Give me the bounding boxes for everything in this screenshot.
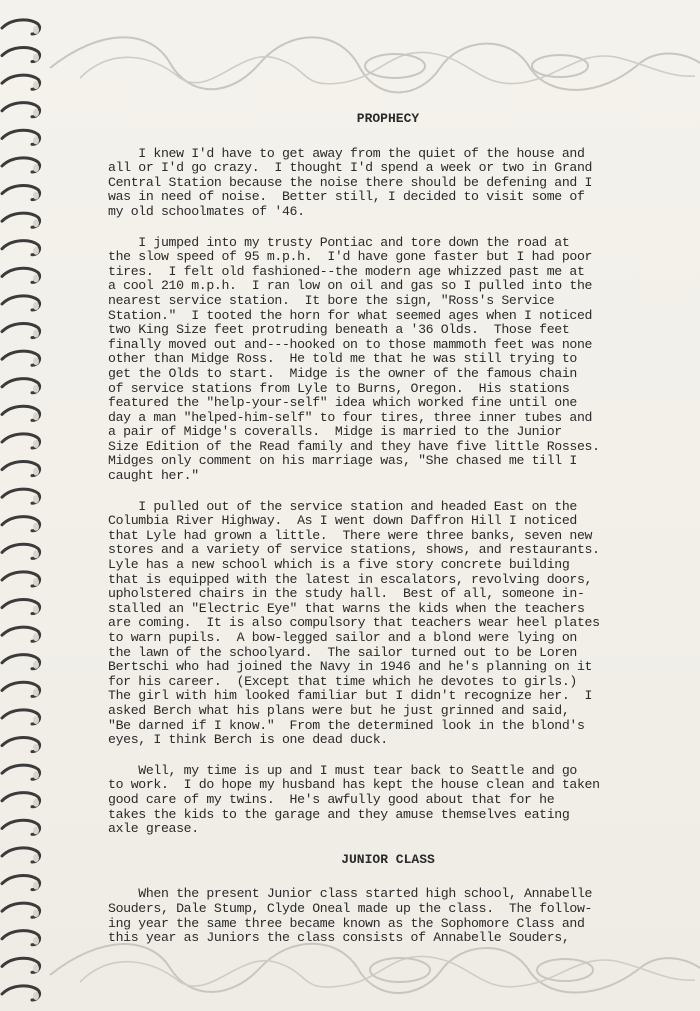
text-line: a cool 210 m.p.h. I ran low on oil and gas so I pulled into the [108,278,593,294]
text-line: Size Edition of the Read family and they have five little Rosses. [108,438,600,454]
junior-class-text [108,887,668,945]
text-line: featured the "help-your-self" idea which worked fine until one [108,395,577,411]
binding-hole [33,606,39,614]
binding-hole [33,81,39,89]
text-line: the slow speed of 95 m.p.h. I'd have gone faster but I had poor [108,249,593,265]
binding-hole [33,440,39,448]
binding-hole [33,247,39,255]
binding-hole [33,54,39,62]
binding-hole [33,357,39,365]
text-line: Central Station because the noise there should be defening and I [108,174,593,190]
text-line: tires. I felt old fashioned--the modern age whizzed past me at [108,263,585,279]
binding-hole [33,716,39,724]
top-flourish-ornament [40,28,700,98]
text-line: the lawn of the schoolyard. The sailor turned out to be Loren [108,644,577,660]
text-line: that Lyle had grown a little. There were three banks, seven new [108,527,593,543]
prophecy-text [108,147,668,837]
text-line: upholstered chairs in the study hall. Best of all, someone in- [108,586,585,602]
section-title: PROPHECY [356,111,420,126]
text-line: caught her." [108,468,199,484]
text-line: ing year the same three became known as the Sophomore Class and [108,915,585,931]
binding-hole [33,109,39,117]
binding-hole [33,882,39,890]
text-line: of service stations from Lyle to Burns, Oregon. His stations [108,380,570,396]
text-line: to work. I do hope my husband has kept the house clean and taken [108,777,600,793]
text-line: two King Size feet protruding beneath a '36 Olds. Those feet [108,322,570,338]
text-line: eyes, I think Berch is one dead duck. [108,732,388,748]
spiral-binding [0,0,46,1011]
text-line: asked Berch what his plans were but he just grinned and said, [108,702,570,718]
text-line: Station." I tooted the horn for what seemed ages when I noticed [108,307,593,323]
binding-hole [33,330,39,338]
paragraph [108,147,668,220]
text-line: day a man "helped-him-self" to four tires, three inner tubes and [108,409,593,425]
binding-hole [33,578,39,586]
binding-hole [33,744,39,752]
binding-hole [33,136,39,144]
text-line: stalled an "Electric Eye" that warns the kids when the teachers [108,600,585,616]
binding-hole [33,26,39,34]
text-line: Souders, Dale Stump, Clyde Oneal made up the class. The follow- [108,900,593,916]
binding-hole [33,523,39,531]
binding-hole [33,826,39,834]
binding-hole [33,219,39,227]
binding-hole [33,964,39,972]
binding-hole [33,274,39,282]
binding-hole [33,771,39,779]
binding-hole [33,799,39,807]
binding-hole [33,688,39,696]
text-line: a pair of Midge's coveralls. Midge is married to the Junior [108,424,562,440]
binding-hole [33,633,39,641]
text-line: takes the kids to the garage and they amuse themselves eating [108,806,570,822]
text-line: Well, my time is up and I must tear back to Seattle and go [108,762,577,778]
paragraph [108,887,668,945]
binding-hole [33,661,39,669]
text-line: this year as Juniors the class consists of Annabelle Souders, [108,930,570,946]
text-line: other than Midge Ross. He told me that he was still trying to [108,351,577,367]
binding-hole [33,854,39,862]
text-line: my old schoolmates of '46. [108,203,305,219]
text-line: Bertschi who had joined the Navy in 1946 and he's planning on it [108,659,593,675]
document-body [108,112,668,962]
text-line: nearest service station. It bore the sign, "Ross's Service [108,292,555,308]
binding-hole [33,937,39,945]
text-line: I jumped into my trusty Pontiac and tore down the road at [108,234,570,250]
text-line: "Be darned if I know." From the determined look in the blond's [108,717,585,733]
text-line: I knew I'd have to get away from the quiet of the house and [108,145,585,161]
text-line: was in need of noise. Better still, I decided to visit some of [108,189,585,205]
text-line: are coming. It is also compulsory that teachers wear heel plates [108,615,600,631]
text-line: finally moved out and---hooked on to those mammoth feet was none [108,336,593,352]
paragraph [108,764,668,837]
text-line: to warn pupils. A bow-legged sailor and a blond were lying on [108,630,577,645]
binding-hole [33,302,39,310]
binding-hole [33,992,39,1000]
paragraph [108,500,668,748]
section-title-junior-class: JUNIOR CLASS [341,851,435,867]
text-line: Columbia River Highway. As I went down Daffron Hill I noticed [108,513,577,529]
binding-hole [33,192,39,200]
binding-hole [33,550,39,558]
text-line: stores and a variety of service stations, shows, and restaurants. [108,542,600,558]
binding-hole [33,164,39,172]
paragraph [108,236,668,484]
binding-hole [33,495,39,503]
binding-hole [33,468,39,476]
text-line: that is equipped with the latest in escalators, revolving doors, [108,571,593,587]
binding-hole [33,412,39,420]
text-line: axle grease. [108,821,199,837]
text-line: Midges only comment on his marriage was, "She chased me till I [108,453,577,469]
text-line: Lyle has a new school which is a five story concrete building [108,557,570,573]
text-line: When the present Junior class started high school, Annabelle [108,886,593,902]
text-line: The girl with him looked familiar but I didn't recognize her. I [108,688,593,704]
binding-hole [33,385,39,393]
text-line: all or I'd go crazy. I thought I'd spend a week or two in Grand [108,160,593,176]
text-line: I pulled out of the service station and headed East on the [108,498,577,514]
text-line: good care of my twins. He's awfully good about that for he [108,791,555,807]
text-line: for his career. (Except that time which he devotes to girls.) [108,673,577,689]
text-line: get the Olds to start. Midge is the owner of the famous chain [108,365,577,381]
binding-hole [33,909,39,917]
